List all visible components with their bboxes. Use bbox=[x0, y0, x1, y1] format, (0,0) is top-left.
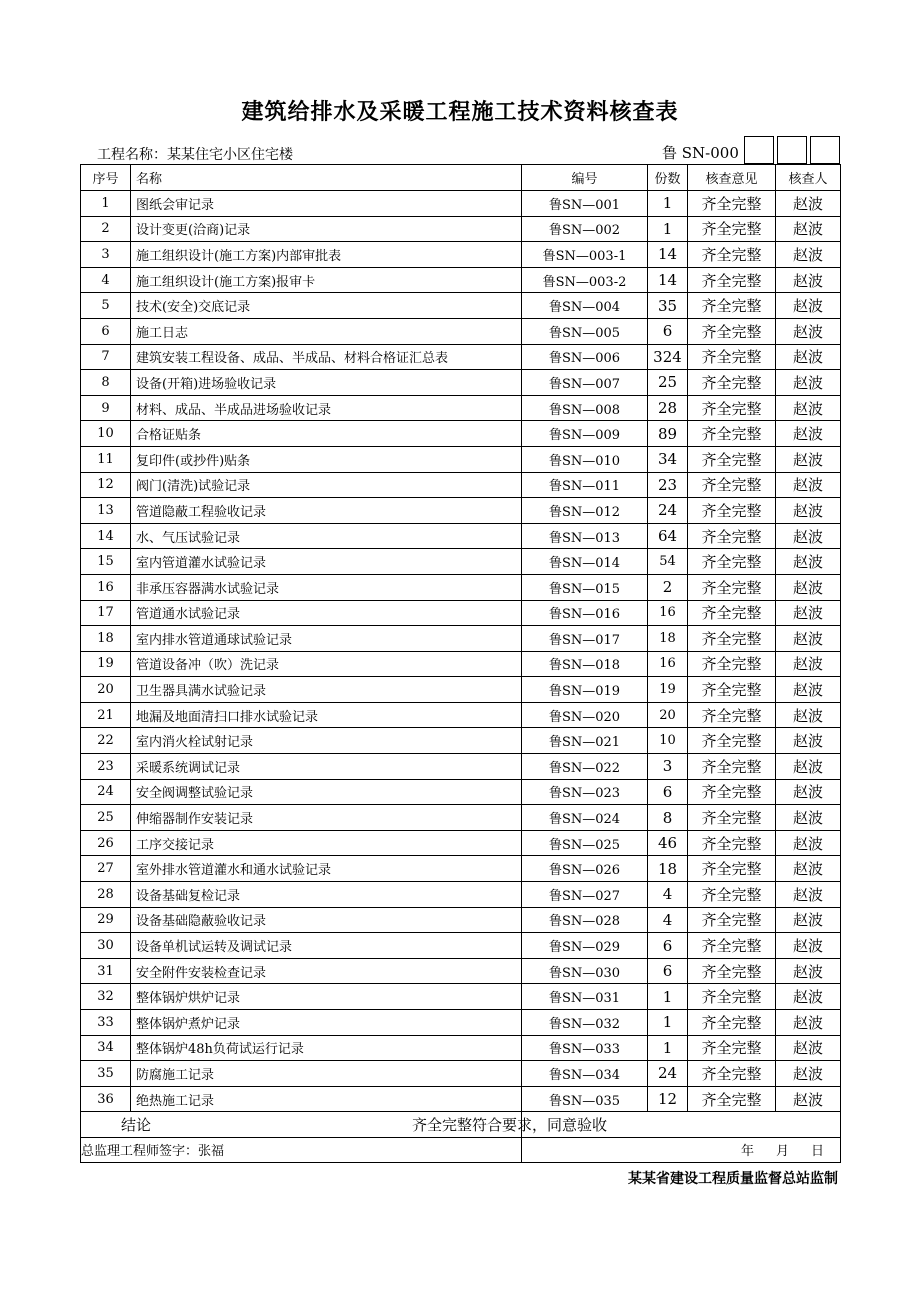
row-checker: 赵波 bbox=[776, 805, 841, 831]
table-row bbox=[81, 446, 841, 472]
table-row bbox=[81, 498, 841, 524]
row-code: 鲁SN—034 bbox=[522, 1061, 648, 1087]
row-opinion: 齐全完整 bbox=[688, 216, 776, 242]
row-no: 19 bbox=[81, 651, 131, 677]
row-code: 鲁SN—022 bbox=[522, 754, 648, 780]
row-no: 9 bbox=[81, 395, 131, 421]
row-count: 18 bbox=[648, 856, 688, 882]
row-checker: 赵波 bbox=[776, 191, 841, 217]
row-no: 32 bbox=[81, 984, 131, 1010]
row-code: 鲁SN—007 bbox=[522, 370, 648, 396]
row-checker: 赵波 bbox=[776, 549, 841, 575]
table-row bbox=[81, 1086, 841, 1112]
row-checker: 赵波 bbox=[776, 779, 841, 805]
row-count: 6 bbox=[648, 933, 688, 959]
date-day: 日 bbox=[810, 1144, 824, 1160]
project-label: 工程名称： bbox=[97, 147, 167, 163]
row-count: 64 bbox=[648, 523, 688, 549]
row-code: 鲁SN—003-2 bbox=[522, 267, 648, 293]
table-row bbox=[81, 267, 841, 293]
row-no: 18 bbox=[81, 626, 131, 652]
header-no: 序号 bbox=[81, 165, 131, 191]
row-code: 鲁SN—015 bbox=[522, 574, 648, 600]
row-count: 89 bbox=[648, 421, 688, 447]
row-no: 10 bbox=[81, 421, 131, 447]
table-row bbox=[81, 1035, 841, 1061]
row-code: 鲁SN—003-1 bbox=[522, 242, 648, 268]
row-code: 鲁SN—033 bbox=[522, 1035, 648, 1061]
row-no: 15 bbox=[81, 549, 131, 575]
row-name: 安全附件安装检查记录 bbox=[131, 958, 522, 984]
row-opinion: 齐全完整 bbox=[688, 882, 776, 908]
row-name: 复印件(或抄件)贴条 bbox=[131, 446, 522, 472]
row-opinion: 齐全完整 bbox=[688, 907, 776, 933]
signature-name: 张福 bbox=[198, 1144, 225, 1160]
row-no: 21 bbox=[81, 702, 131, 728]
table-row bbox=[81, 626, 841, 652]
row-name: 卫生器具满水试验记录 bbox=[131, 677, 522, 703]
row-opinion: 齐全完整 bbox=[688, 830, 776, 856]
row-no: 26 bbox=[81, 830, 131, 856]
row-no: 31 bbox=[81, 958, 131, 984]
row-code: 鲁SN—030 bbox=[522, 958, 648, 984]
row-count: 6 bbox=[648, 779, 688, 805]
row-no: 12 bbox=[81, 472, 131, 498]
row-count: 6 bbox=[648, 318, 688, 344]
row-count: 18 bbox=[648, 626, 688, 652]
row-code: 鲁SN—002 bbox=[522, 216, 648, 242]
row-count: 54 bbox=[648, 549, 688, 575]
row-name: 室内管道灌水试验记录 bbox=[131, 549, 522, 575]
row-opinion: 齐全完整 bbox=[688, 446, 776, 472]
row-name: 室内排水管道通球试验记录 bbox=[131, 626, 522, 652]
row-checker: 赵波 bbox=[776, 907, 841, 933]
row-opinion: 齐全完整 bbox=[688, 293, 776, 319]
table-row bbox=[81, 830, 841, 856]
row-no: 24 bbox=[81, 779, 131, 805]
row-opinion: 齐全完整 bbox=[688, 318, 776, 344]
row-checker: 赵波 bbox=[776, 498, 841, 524]
row-no: 11 bbox=[81, 446, 131, 472]
row-count: 10 bbox=[648, 728, 688, 754]
table-row bbox=[81, 677, 841, 703]
row-name: 阀门(清洗)试验记录 bbox=[131, 472, 522, 498]
row-count: 24 bbox=[648, 498, 688, 524]
row-code: 鲁SN—031 bbox=[522, 984, 648, 1010]
row-code: 鲁SN—011 bbox=[522, 472, 648, 498]
table-row bbox=[81, 1061, 841, 1087]
row-code: 鲁SN—019 bbox=[522, 677, 648, 703]
row-opinion: 齐全完整 bbox=[688, 677, 776, 703]
row-checker: 赵波 bbox=[776, 216, 841, 242]
table-row bbox=[81, 805, 841, 831]
row-checker: 赵波 bbox=[776, 984, 841, 1010]
row-code: 鲁SN—021 bbox=[522, 728, 648, 754]
row-no: 20 bbox=[81, 677, 131, 703]
row-no: 13 bbox=[81, 498, 131, 524]
row-name: 整体锅炉48h负荷试运行记录 bbox=[131, 1035, 522, 1061]
row-opinion: 齐全完整 bbox=[688, 728, 776, 754]
row-count: 16 bbox=[648, 651, 688, 677]
row-name: 整体锅炉烘炉记录 bbox=[131, 984, 522, 1010]
row-checker: 赵波 bbox=[776, 446, 841, 472]
row-count: 1 bbox=[648, 984, 688, 1010]
row-name: 设备基础复检记录 bbox=[131, 882, 522, 908]
row-count: 14 bbox=[648, 242, 688, 268]
row-no: 33 bbox=[81, 1010, 131, 1036]
row-checker: 赵波 bbox=[776, 574, 841, 600]
row-checker: 赵波 bbox=[776, 958, 841, 984]
table-row bbox=[81, 600, 841, 626]
row-count: 8 bbox=[648, 805, 688, 831]
row-no: 36 bbox=[81, 1086, 131, 1112]
row-code: 鲁SN—013 bbox=[522, 523, 648, 549]
table-row bbox=[81, 907, 841, 933]
row-opinion: 齐全完整 bbox=[688, 395, 776, 421]
row-name: 技术(安全)交底记录 bbox=[131, 293, 522, 319]
header-checker: 核查人 bbox=[776, 165, 841, 191]
row-code: 鲁SN—004 bbox=[522, 293, 648, 319]
row-opinion: 齐全完整 bbox=[688, 754, 776, 780]
row-opinion: 齐全完整 bbox=[688, 267, 776, 293]
row-count: 16 bbox=[648, 600, 688, 626]
row-name: 设备单机试运转及调试记录 bbox=[131, 933, 522, 959]
header-count: 份数 bbox=[648, 165, 688, 191]
row-opinion: 齐全完整 bbox=[688, 344, 776, 370]
row-opinion: 齐全完整 bbox=[688, 805, 776, 831]
footer-issuer: 某某省建设工程质量监督总站监制 bbox=[628, 1171, 838, 1187]
row-no: 2 bbox=[81, 216, 131, 242]
row-opinion: 齐全完整 bbox=[688, 1061, 776, 1087]
row-count: 1 bbox=[648, 191, 688, 217]
row-opinion: 齐全完整 bbox=[688, 958, 776, 984]
row-no: 5 bbox=[81, 293, 131, 319]
row-opinion: 齐全完整 bbox=[688, 933, 776, 959]
row-name: 安全阀调整试验记录 bbox=[131, 779, 522, 805]
row-count: 1 bbox=[648, 216, 688, 242]
table-row bbox=[81, 549, 841, 575]
row-opinion: 齐全完整 bbox=[688, 1035, 776, 1061]
row-name: 整体锅炉煮炉记录 bbox=[131, 1010, 522, 1036]
row-name: 室内消火栓试射记录 bbox=[131, 728, 522, 754]
row-code: 鲁SN—005 bbox=[522, 318, 648, 344]
row-name: 水、气压试验记录 bbox=[131, 523, 522, 549]
row-no: 1 bbox=[81, 191, 131, 217]
row-count: 23 bbox=[648, 472, 688, 498]
table-row bbox=[81, 216, 841, 242]
row-no: 14 bbox=[81, 523, 131, 549]
code-box-3[interactable] bbox=[810, 136, 840, 164]
table-row bbox=[81, 933, 841, 959]
row-no: 25 bbox=[81, 805, 131, 831]
row-name: 设备基础隐蔽验收记录 bbox=[131, 907, 522, 933]
document-title: 建筑给排水及采暖工程施工技术资料核查表 bbox=[241, 100, 679, 125]
row-checker: 赵波 bbox=[776, 1010, 841, 1036]
row-code: 鲁SN—027 bbox=[522, 882, 648, 908]
row-count: 2 bbox=[648, 574, 688, 600]
table-row bbox=[81, 958, 841, 984]
conclusion-row bbox=[81, 1112, 841, 1138]
row-code: 鲁SN—017 bbox=[522, 626, 648, 652]
row-no: 29 bbox=[81, 907, 131, 933]
row-checker: 赵波 bbox=[776, 523, 841, 549]
row-count: 12 bbox=[648, 1086, 688, 1112]
table-row bbox=[81, 754, 841, 780]
row-count: 6 bbox=[648, 958, 688, 984]
row-count: 25 bbox=[648, 370, 688, 396]
row-checker: 赵波 bbox=[776, 421, 841, 447]
row-opinion: 齐全完整 bbox=[688, 702, 776, 728]
table-row bbox=[81, 370, 841, 396]
row-checker: 赵波 bbox=[776, 318, 841, 344]
row-checker: 赵波 bbox=[776, 933, 841, 959]
row-no: 17 bbox=[81, 600, 131, 626]
row-opinion: 齐全完整 bbox=[688, 549, 776, 575]
row-opinion: 齐全完整 bbox=[688, 421, 776, 447]
row-count: 4 bbox=[648, 907, 688, 933]
row-no: 3 bbox=[81, 242, 131, 268]
table-row bbox=[81, 882, 841, 908]
row-name: 合格证贴条 bbox=[131, 421, 522, 447]
table-row bbox=[81, 728, 841, 754]
row-name: 工序交接记录 bbox=[131, 830, 522, 856]
row-code: 鲁SN—008 bbox=[522, 395, 648, 421]
row-opinion: 齐全完整 bbox=[688, 242, 776, 268]
row-code: 鲁SN—035 bbox=[522, 1086, 648, 1112]
row-opinion: 齐全完整 bbox=[688, 523, 776, 549]
row-code: 鲁SN—025 bbox=[522, 830, 648, 856]
row-name: 施工组织设计(施工方案)内部审批表 bbox=[131, 242, 522, 268]
row-opinion: 齐全完整 bbox=[688, 472, 776, 498]
row-count: 1 bbox=[648, 1010, 688, 1036]
table-row bbox=[81, 702, 841, 728]
table-row bbox=[81, 421, 841, 447]
row-no: 28 bbox=[81, 882, 131, 908]
table-row bbox=[81, 344, 841, 370]
row-name: 设计变更(洽商)记录 bbox=[131, 216, 522, 242]
row-no: 34 bbox=[81, 1035, 131, 1061]
table-row bbox=[81, 779, 841, 805]
row-name: 防腐施工记录 bbox=[131, 1061, 522, 1087]
row-name: 伸缩器制作安装记录 bbox=[131, 805, 522, 831]
row-code: 鲁SN—018 bbox=[522, 651, 648, 677]
table-row bbox=[81, 1010, 841, 1036]
row-opinion: 齐全完整 bbox=[688, 856, 776, 882]
row-count: 34 bbox=[648, 446, 688, 472]
check-table bbox=[80, 164, 841, 1163]
row-opinion: 齐全完整 bbox=[688, 1086, 776, 1112]
row-opinion: 齐全完整 bbox=[688, 1010, 776, 1036]
row-code: 鲁SN—028 bbox=[522, 907, 648, 933]
signature-label: 总监理工程师签字： bbox=[81, 1144, 199, 1160]
form-code: 鲁 SN-000 bbox=[662, 144, 739, 162]
row-checker: 赵波 bbox=[776, 626, 841, 652]
table-row bbox=[81, 574, 841, 600]
row-code: 鲁SN—024 bbox=[522, 805, 648, 831]
project-value: 某某住宅小区住宅楼 bbox=[167, 147, 293, 163]
row-name: 施工组织设计(施工方案)报审卡 bbox=[131, 267, 522, 293]
row-checker: 赵波 bbox=[776, 856, 841, 882]
row-name: 绝热施工记录 bbox=[131, 1086, 522, 1112]
signature-cell bbox=[81, 1137, 522, 1162]
header-opinion: 核查意见 bbox=[688, 165, 776, 191]
table-row bbox=[81, 395, 841, 421]
row-checker: 赵波 bbox=[776, 344, 841, 370]
date-year: 年 bbox=[740, 1144, 754, 1160]
row-count: 14 bbox=[648, 267, 688, 293]
date-cell bbox=[522, 1137, 841, 1162]
signature-row bbox=[81, 1137, 841, 1162]
conclusion-label: 结论 bbox=[81, 1112, 522, 1138]
row-code: 鲁SN—006 bbox=[522, 344, 648, 370]
row-opinion: 齐全完整 bbox=[688, 651, 776, 677]
row-count: 28 bbox=[648, 395, 688, 421]
row-checker: 赵波 bbox=[776, 472, 841, 498]
row-name: 设备(开箱)进场验收记录 bbox=[131, 370, 522, 396]
row-checker: 赵波 bbox=[776, 267, 841, 293]
row-checker: 赵波 bbox=[776, 395, 841, 421]
row-checker: 赵波 bbox=[776, 293, 841, 319]
header-code: 编号 bbox=[522, 165, 648, 191]
header-row bbox=[81, 165, 841, 191]
row-code: 鲁SN—012 bbox=[522, 498, 648, 524]
row-count: 46 bbox=[648, 830, 688, 856]
row-checker: 赵波 bbox=[776, 1035, 841, 1061]
row-no: 22 bbox=[81, 728, 131, 754]
row-opinion: 齐全完整 bbox=[688, 191, 776, 217]
row-name: 室外排水管道灌水和通水试验记录 bbox=[131, 856, 522, 882]
row-opinion: 齐全完整 bbox=[688, 498, 776, 524]
row-count: 324 bbox=[648, 344, 688, 370]
row-name: 建筑安装工程设备、成品、半成品、材料合格证汇总表 bbox=[131, 344, 522, 370]
table-row bbox=[81, 523, 841, 549]
row-no: 4 bbox=[81, 267, 131, 293]
row-count: 3 bbox=[648, 754, 688, 780]
row-no: 7 bbox=[81, 344, 131, 370]
row-count: 1 bbox=[648, 1035, 688, 1061]
table-row bbox=[81, 856, 841, 882]
row-checker: 赵波 bbox=[776, 702, 841, 728]
row-no: 6 bbox=[81, 318, 131, 344]
row-code: 鲁SN—020 bbox=[522, 702, 648, 728]
row-no: 16 bbox=[81, 574, 131, 600]
table-row bbox=[81, 651, 841, 677]
table-row bbox=[81, 242, 841, 268]
date-month: 月 bbox=[775, 1144, 789, 1160]
row-no: 30 bbox=[81, 933, 131, 959]
row-count: 19 bbox=[648, 677, 688, 703]
row-name: 材料、成品、半成品进场验收记录 bbox=[131, 395, 522, 421]
row-opinion: 齐全完整 bbox=[688, 574, 776, 600]
row-name: 施工日志 bbox=[131, 318, 522, 344]
row-opinion: 齐全完整 bbox=[688, 626, 776, 652]
row-name: 采暖系统调试记录 bbox=[131, 754, 522, 780]
row-code: 鲁SN—029 bbox=[522, 933, 648, 959]
row-no: 35 bbox=[81, 1061, 131, 1087]
row-name: 地漏及地面清扫口排水试验记录 bbox=[131, 702, 522, 728]
row-code: 鲁SN—009 bbox=[522, 421, 648, 447]
row-checker: 赵波 bbox=[776, 1086, 841, 1112]
row-no: 8 bbox=[81, 370, 131, 396]
row-name: 图纸会审记录 bbox=[131, 191, 522, 217]
row-code: 鲁SN—023 bbox=[522, 779, 648, 805]
row-no: 27 bbox=[81, 856, 131, 882]
row-checker: 赵波 bbox=[776, 1061, 841, 1087]
row-opinion: 齐全完整 bbox=[688, 984, 776, 1010]
row-no: 23 bbox=[81, 754, 131, 780]
row-checker: 赵波 bbox=[776, 728, 841, 754]
row-checker: 赵波 bbox=[776, 754, 841, 780]
row-checker: 赵波 bbox=[776, 651, 841, 677]
header-name: 名称 bbox=[131, 165, 522, 191]
row-name: 管道通水试验记录 bbox=[131, 600, 522, 626]
row-code: 鲁SN—001 bbox=[522, 191, 648, 217]
table-row bbox=[81, 472, 841, 498]
row-checker: 赵波 bbox=[776, 242, 841, 268]
row-checker: 赵波 bbox=[776, 882, 841, 908]
row-opinion: 齐全完整 bbox=[688, 779, 776, 805]
row-checker: 赵波 bbox=[776, 600, 841, 626]
row-count: 4 bbox=[648, 882, 688, 908]
row-opinion: 齐全完整 bbox=[688, 370, 776, 396]
table-row bbox=[81, 318, 841, 344]
row-name: 管道设备冲（吹）洗记录 bbox=[131, 651, 522, 677]
table-row bbox=[81, 191, 841, 217]
row-code: 鲁SN—014 bbox=[522, 549, 648, 575]
code-box-1[interactable] bbox=[744, 136, 774, 164]
project-name bbox=[97, 144, 293, 164]
row-count: 20 bbox=[648, 702, 688, 728]
row-code: 鲁SN—010 bbox=[522, 446, 648, 472]
row-checker: 赵波 bbox=[776, 677, 841, 703]
table-row bbox=[81, 293, 841, 319]
row-count: 24 bbox=[648, 1061, 688, 1087]
row-code: 鲁SN—016 bbox=[522, 600, 648, 626]
row-checker: 赵波 bbox=[776, 370, 841, 396]
conclusion-text: 齐全完整符合要求，同意验收 bbox=[522, 1112, 841, 1138]
table-row bbox=[81, 984, 841, 1010]
row-checker: 赵波 bbox=[776, 830, 841, 856]
row-name: 管道隐蔽工程验收记录 bbox=[131, 498, 522, 524]
code-box-2[interactable] bbox=[777, 136, 807, 164]
row-code: 鲁SN—026 bbox=[522, 856, 648, 882]
row-name: 非承压容器满水试验记录 bbox=[131, 574, 522, 600]
row-opinion: 齐全完整 bbox=[688, 600, 776, 626]
row-count: 35 bbox=[648, 293, 688, 319]
row-code: 鲁SN—032 bbox=[522, 1010, 648, 1036]
